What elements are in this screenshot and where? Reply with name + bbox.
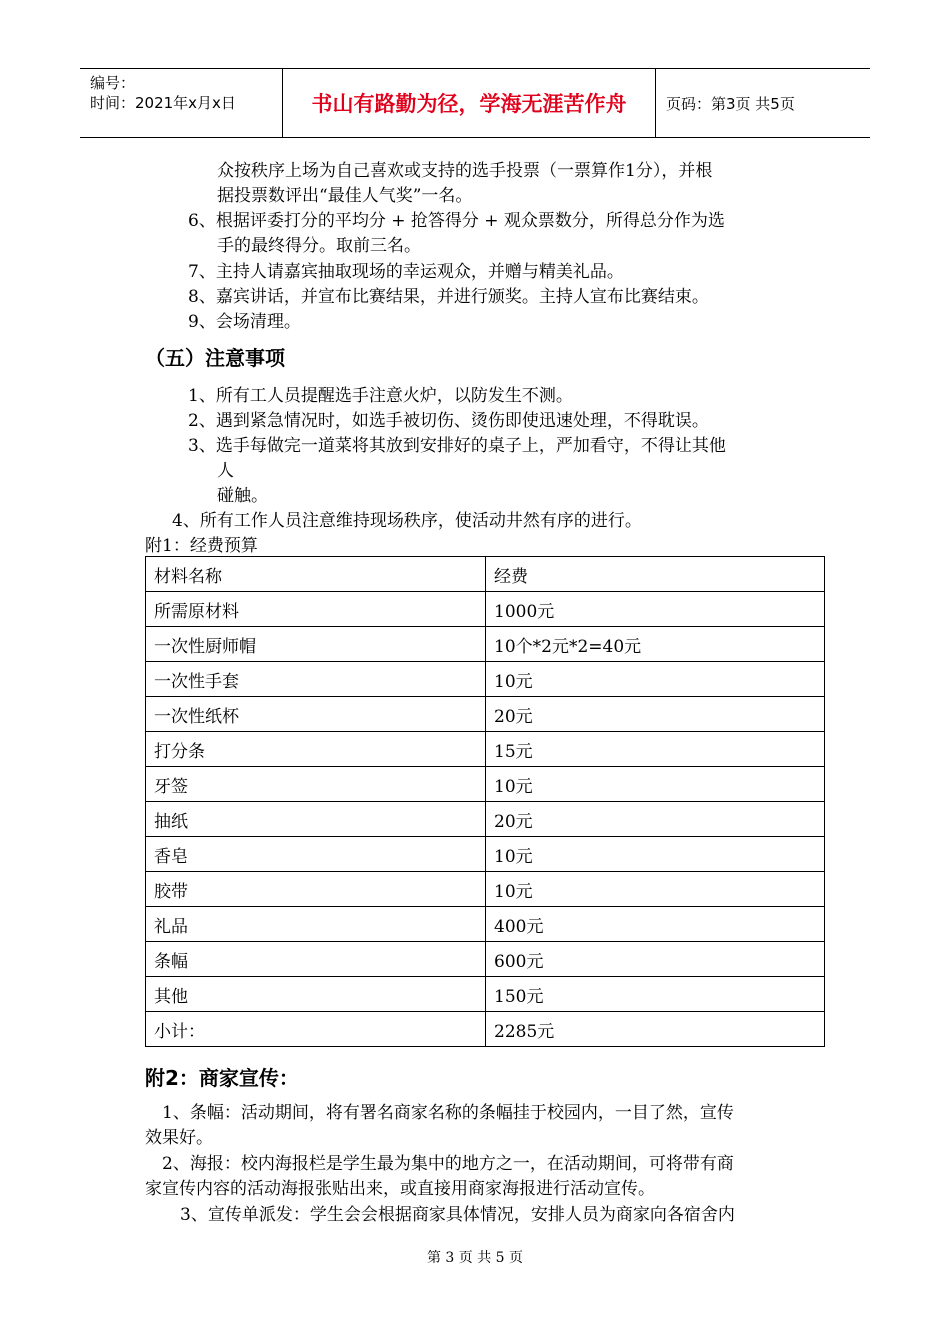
budget-table xyxy=(145,556,825,1047)
table-row xyxy=(146,592,825,627)
paragraph-line: 2、海报：校内海报栏是学生最为集中的地方之一，在活动期间，可将带有商 xyxy=(162,1154,734,1174)
cost-cell: 2285元 xyxy=(486,1012,825,1047)
material-name-cell: 礼品 xyxy=(146,907,486,942)
table-row xyxy=(146,627,825,662)
list-item: 2、遇到紧急情况时，如选手被切伤、烫伤即使迅速处理，不得耽误。 xyxy=(188,411,709,431)
material-name-cell: 胶带 xyxy=(146,872,486,907)
page-header xyxy=(80,68,870,138)
page-footer: 第 3 页 共 5 页 xyxy=(426,1250,524,1266)
list-item: 7、主持人请嘉宾抽取现场的幸运观众，并赠与精美礼品。 xyxy=(188,262,624,282)
material-name-cell: 打分条 xyxy=(146,732,486,767)
paragraph-line: 效果好。 xyxy=(145,1128,213,1148)
cost-cell: 1000元 xyxy=(486,592,825,627)
list-item: 人 xyxy=(217,461,234,481)
paragraph-line: 家宣传内容的活动海报张贴出来，或直接用商家海报进行活动宣传。 xyxy=(145,1179,655,1199)
column-header: 经费 xyxy=(486,557,825,592)
material-name-cell: 一次性纸杯 xyxy=(146,697,486,732)
section-heading: （五）注意事项 xyxy=(145,346,285,370)
cost-cell: 20元 xyxy=(486,802,825,837)
table-row xyxy=(146,907,825,942)
material-name-cell: 其他 xyxy=(146,977,486,1012)
list-item: 4、所有工作人员注意维持现场秩序，使活动井然有序的进行。 xyxy=(172,511,642,531)
material-name-cell: 条幅 xyxy=(146,942,486,977)
table-row xyxy=(146,732,825,767)
material-name-cell: 牙签 xyxy=(146,767,486,802)
table-caption: 附1：经费预算 xyxy=(145,536,258,556)
header-page-number: 页码：第3页 共5页 xyxy=(666,94,795,113)
list-item: 9、会场清理。 xyxy=(188,312,301,332)
column-header: 材料名称 xyxy=(146,557,486,592)
material-name-cell: 抽纸 xyxy=(146,802,486,837)
paragraph-line: 1、条幅：活动期间，将有署名商家名称的条幅挂于校园内，一目了然，宣传 xyxy=(162,1103,734,1123)
body-line: 众按秩序上场为自己喜欢或支持的选手投票（一票算作1分），并根 xyxy=(217,161,713,181)
cost-cell: 10元 xyxy=(486,662,825,697)
table-row xyxy=(146,837,825,872)
material-name-cell: 小计： xyxy=(146,1012,486,1047)
list-item: 碰触。 xyxy=(217,486,268,506)
table-row xyxy=(146,697,825,732)
table-row xyxy=(146,872,825,907)
material-name-cell: 一次性手套 xyxy=(146,662,486,697)
list-item: 3、选手每做完一道菜将其放到安排好的桌子上，严加看守，不得让其他 xyxy=(188,436,726,456)
number-label: 编号： xyxy=(90,74,136,92)
list-item: 手的最终得分。取前三名。 xyxy=(217,236,421,256)
material-name-cell: 一次性厨师帽 xyxy=(146,627,486,662)
table-header-row xyxy=(146,557,825,592)
cost-cell: 600元 xyxy=(486,942,825,977)
cost-cell: 15元 xyxy=(486,732,825,767)
material-name-cell: 香皂 xyxy=(146,837,486,872)
cost-cell: 10元 xyxy=(486,837,825,872)
header-motto: 书山有路勤为径，学海无涯苦作舟 xyxy=(283,69,656,137)
body-line: 据投票数评出“最佳人气奖”一名。 xyxy=(217,186,473,206)
cost-cell: 150元 xyxy=(486,977,825,1012)
header-meta xyxy=(80,69,283,137)
cost-cell: 400元 xyxy=(486,907,825,942)
list-item: 6、根据评委打分的平均分 + 抢答得分 + 观众票数分，所得总分作为选 xyxy=(188,211,725,231)
table-row xyxy=(146,942,825,977)
table-row xyxy=(146,1012,825,1047)
table-row xyxy=(146,802,825,837)
cost-cell: 10元 xyxy=(486,767,825,802)
cost-cell: 10元 xyxy=(486,872,825,907)
paragraph-line: 3、宣传单派发：学生会会根据商家具体情况，安排人员为商家向各宿舍内 xyxy=(180,1205,735,1225)
list-item: 8、嘉宾讲话，并宣布比赛结果，并进行颁奖。主持人宣布比赛结束。 xyxy=(188,287,709,307)
table-row xyxy=(146,977,825,1012)
table-row xyxy=(146,767,825,802)
material-name-cell: 所需原材料 xyxy=(146,592,486,627)
table-row xyxy=(146,662,825,697)
list-item: 1、所有工人员提醒选手注意火炉，以防发生不测。 xyxy=(188,386,573,406)
section-heading: 附2：商家宣传： xyxy=(145,1066,299,1090)
date-label: 时间：2021年x月x日 xyxy=(90,94,236,112)
cost-cell: 20元 xyxy=(486,697,825,732)
cost-cell: 10个*2元*2=40元 xyxy=(486,627,825,662)
